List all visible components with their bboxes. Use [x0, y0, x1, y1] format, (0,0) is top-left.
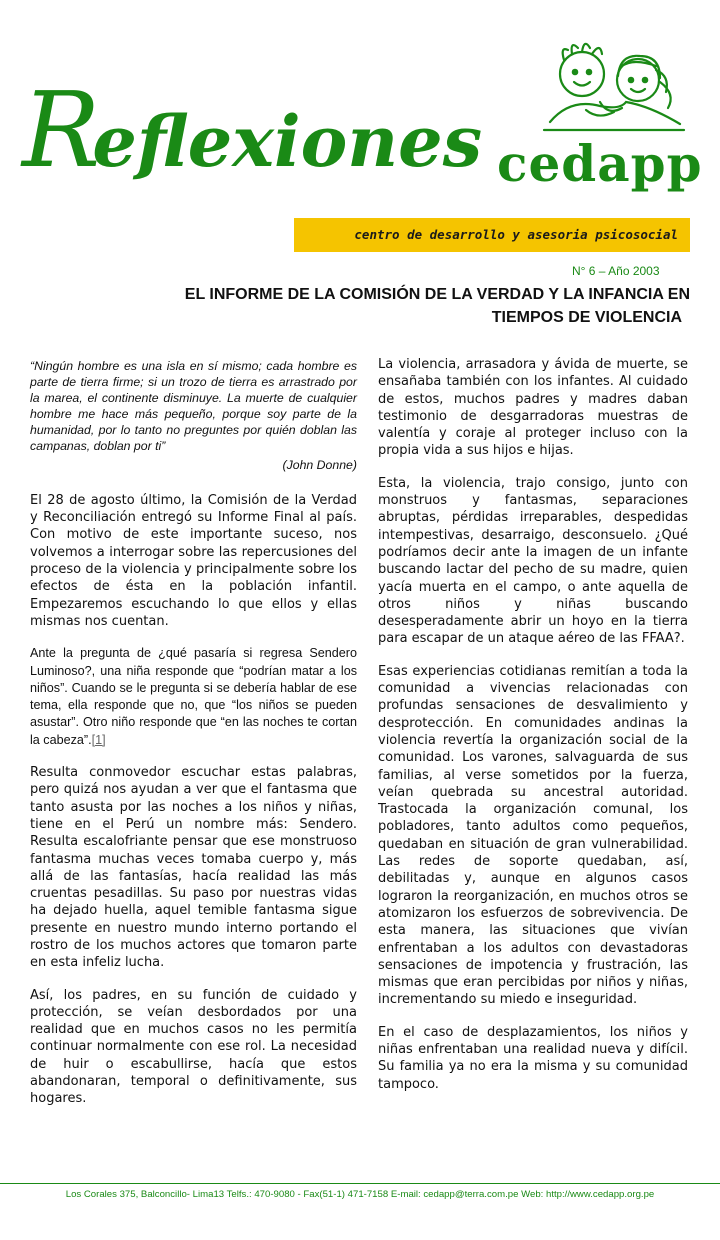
- left-column: [30, 358, 357, 1123]
- paragraph-with-footnote: [30, 645, 357, 749]
- brand-name: cedapp: [497, 134, 703, 193]
- paragraph-text: Ante la pregunta de ¿qué pasaría si regresa Sendero Luminoso?, una niña responde que “podrían matar a los niños”. Cuando se le pregunta si se debería hablar de ese tema, ella responde que no, que “los niños se pueden asustar”. Otro niño responde que “en las noches te cortan la cabeza”.: [30, 646, 357, 747]
- paragraph: Esta, la violencia, trajo consigo, junto con monstruos y fantasmas, separaciones abruptas, pérdidas irreparables, despedidas intempestivas, desarraigo, desconsuelo. ¿Qué podríamos decir ante la imagen de un infante buscando lactar del pecho de su madre, quien yacía muerta en el campo, o ante aquella de otros niños y niñas buscando desesperadamente abrir un hoyo en la tierra para escapar de un ataque aéreo de las FFAA?.: [378, 475, 688, 647]
- footer-divider: [0, 1183, 720, 1184]
- right-column: [378, 356, 688, 1108]
- tagline: centro de desarrollo y asesoria psicosocial: [354, 227, 678, 242]
- masthead-title: [22, 69, 483, 191]
- paragraph: En el caso de desplazamientos, los niños y niñas enfrentaban una realidad nueva y difícil. Su familia ya no era la misma y su comunidad tampoco.: [378, 1024, 688, 1092]
- issue-number: N° 6 – Año 2003: [572, 264, 660, 278]
- children-logo-icon: [530, 36, 690, 136]
- headline-line-2: TIEMPOS DE VIOLENCIA: [491, 309, 682, 326]
- paragraph: Así, los padres, en su función de cuidado y protección, se veían desbordados por una realidad que en muchos casos no les permitía continuar normalmente con ese rol. La necesidad de huir o escabullirse, hacía que estos abandonaran, temporal o definitivamente, sus hogares.: [30, 987, 357, 1107]
- epigraph-quote: “Ningún hombre es una isla en sí mismo; cada hombre es parte de tierra firme; si un trozo de tierra es arrastrado por la marea, el continente disminuye. La muerte de cualquier hombre me hace más pequeño, porque soy parte de la humanidad, por lo tanto no preguntes por quién doblan las campanas, doblan por ti”: [30, 359, 357, 454]
- headline-line-1: EL INFORME DE LA COMISIÓN DE LA VERDAD Y LA INFANCIA EN: [184, 286, 690, 303]
- paragraph: La violencia, arrasadora y ávida de muerte, se ensañaba también con los infantes. Al cuidado de estos, muchos padres y madres daban testimonio de desgarradoras muestras de valentía y coraje al proteger incluso con la propia vida a sus hijos e hijas.: [378, 357, 688, 459]
- paragraph: Esas experiencias cotidianas remitían a toda la comunidad a vivencias relacionadas con profundas sensaciones de desvalimiento y desprotección. En comunidades andinas la violencia revertía la organización social de la comunidad. Los varones, salvaguarda de sus familias, al verse sometidos por la fuerza, veían quebrada su ancestral autoridad. Trastocada la organización comunal, los pobladores, tanto adultos como pequeños, quedaban en situación de gran vulnerabilidad. Las redes de soporte quedaban, así, debilitadas y, aunque en algunos casos lograron la reorganización, en muchos otros se atomizaron los esfuerzos de sobrevivencia. De esta manera, las situaciones que vivían enfrentaban a los adultos con devastadoras sensaciones de impotencia y frustración, las mismas que eran percibidas por niños y niñas, incrementando su miedo e inseguridad.: [378, 663, 688, 1008]
- title-rest: eflexiones: [92, 100, 483, 183]
- paragraph: El 28 de agosto último, la Comisión de la Verdad y Reconciliación entregó su Informe Final al país. Con motivo de este importante suceso, nos volvemos a interrogar sobre las repercusiones del proceso de la violencia y principalmente sobre los efectos de ésta en la población infantil. Empezaremos escuchando lo que ellos y ellas mismas nos cuentan.: [30, 492, 357, 629]
- tagline-band: [294, 218, 690, 252]
- footer-contact: Los Corales 375, Balconcillo- Lima13 Telfs.: 470-9080 - Fax(51-1) 471-7158 E-mail: cedapp@terra.com.pe Web: http://www.cedapp.org.pe: [65, 1189, 655, 1200]
- title-initial: R: [22, 69, 101, 191]
- paragraph: Resulta conmovedor escuchar estas palabras, pero quizá nos ayudan a ver que el fantasma que tanto asusta por las noches a los niños y niñas, tiene en el Perú un nombre más: Sendero. Resulta escalofriante pensar que ese monstruoso fantasma muchas veces tomaba cuerpo y, más allá de las fantasías, hacía realidad las más cruentas pesadillas. Su paso por nuestras vidas ha dejado huella, aquel temible fantasma sigue presente en nuestro mundo interno portando el rostro de los muchos actores que tomaron parte en esta infeliz lucha.: [30, 765, 357, 971]
- article-headline: [86, 283, 690, 329]
- epigraph-author: (John Donne): [282, 457, 357, 472]
- footnote-link[interactable]: [1]: [91, 732, 106, 747]
